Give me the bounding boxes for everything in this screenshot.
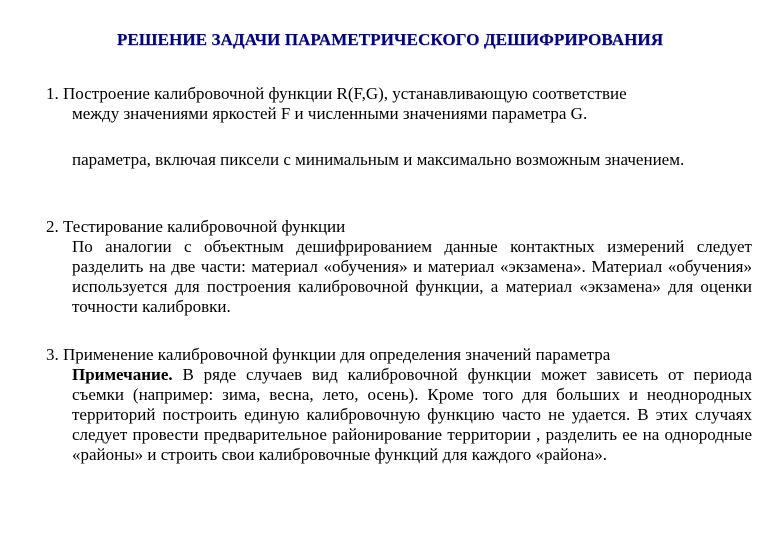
fragment-text: параметра, включая пиксели с минимальным и максимально возможным значением. (72, 150, 685, 169)
item-2-body: По аналогии с объектным дешифрированием данные контактных измерений следует разделить на две части: материал «обучения» и материал «экзамена». Материал «обучения» используется для построения калибровочной функции, а материал «экзамена» для оценки точности калибровки. (72, 237, 752, 316)
item-3 (46, 345, 752, 465)
item-1-heading: 1. Построение калибровочной функции R(F,G), устанавливающую соответствие (46, 84, 627, 103)
fragment-paragraph (46, 150, 752, 170)
item-3-note (46, 365, 752, 465)
item-1 (46, 84, 752, 124)
item-3-heading: 3. Применение калибровочной функции для определения значений параметра (46, 345, 611, 364)
note-label: Примечание. (72, 365, 173, 384)
item-2 (46, 217, 752, 317)
item-2-heading: 2. Тестирование калибровочной функции (46, 217, 346, 236)
item-1-continuation: между значениями яркостей F и численными значениями параметра G. (72, 104, 588, 123)
slide-title: РЕШЕНИЕ ЗАДАЧИ ПАРАМЕТРИЧЕСКОГО ДЕШИФРИРОВАНИЯ (116, 30, 664, 49)
note-text: В ряде случаев вид калибровочной функции может зависеть от периода съемки (например: зима, весна, лето, осень). Кроме того для больших и неоднородных территорий построить единую калибровочную функцию часто не удается. В этих случаях следует провести предварительное районирование территории , разделить ее на однородные «районы» и строить свои калибровочные функций для каждого «района». (72, 365, 752, 464)
